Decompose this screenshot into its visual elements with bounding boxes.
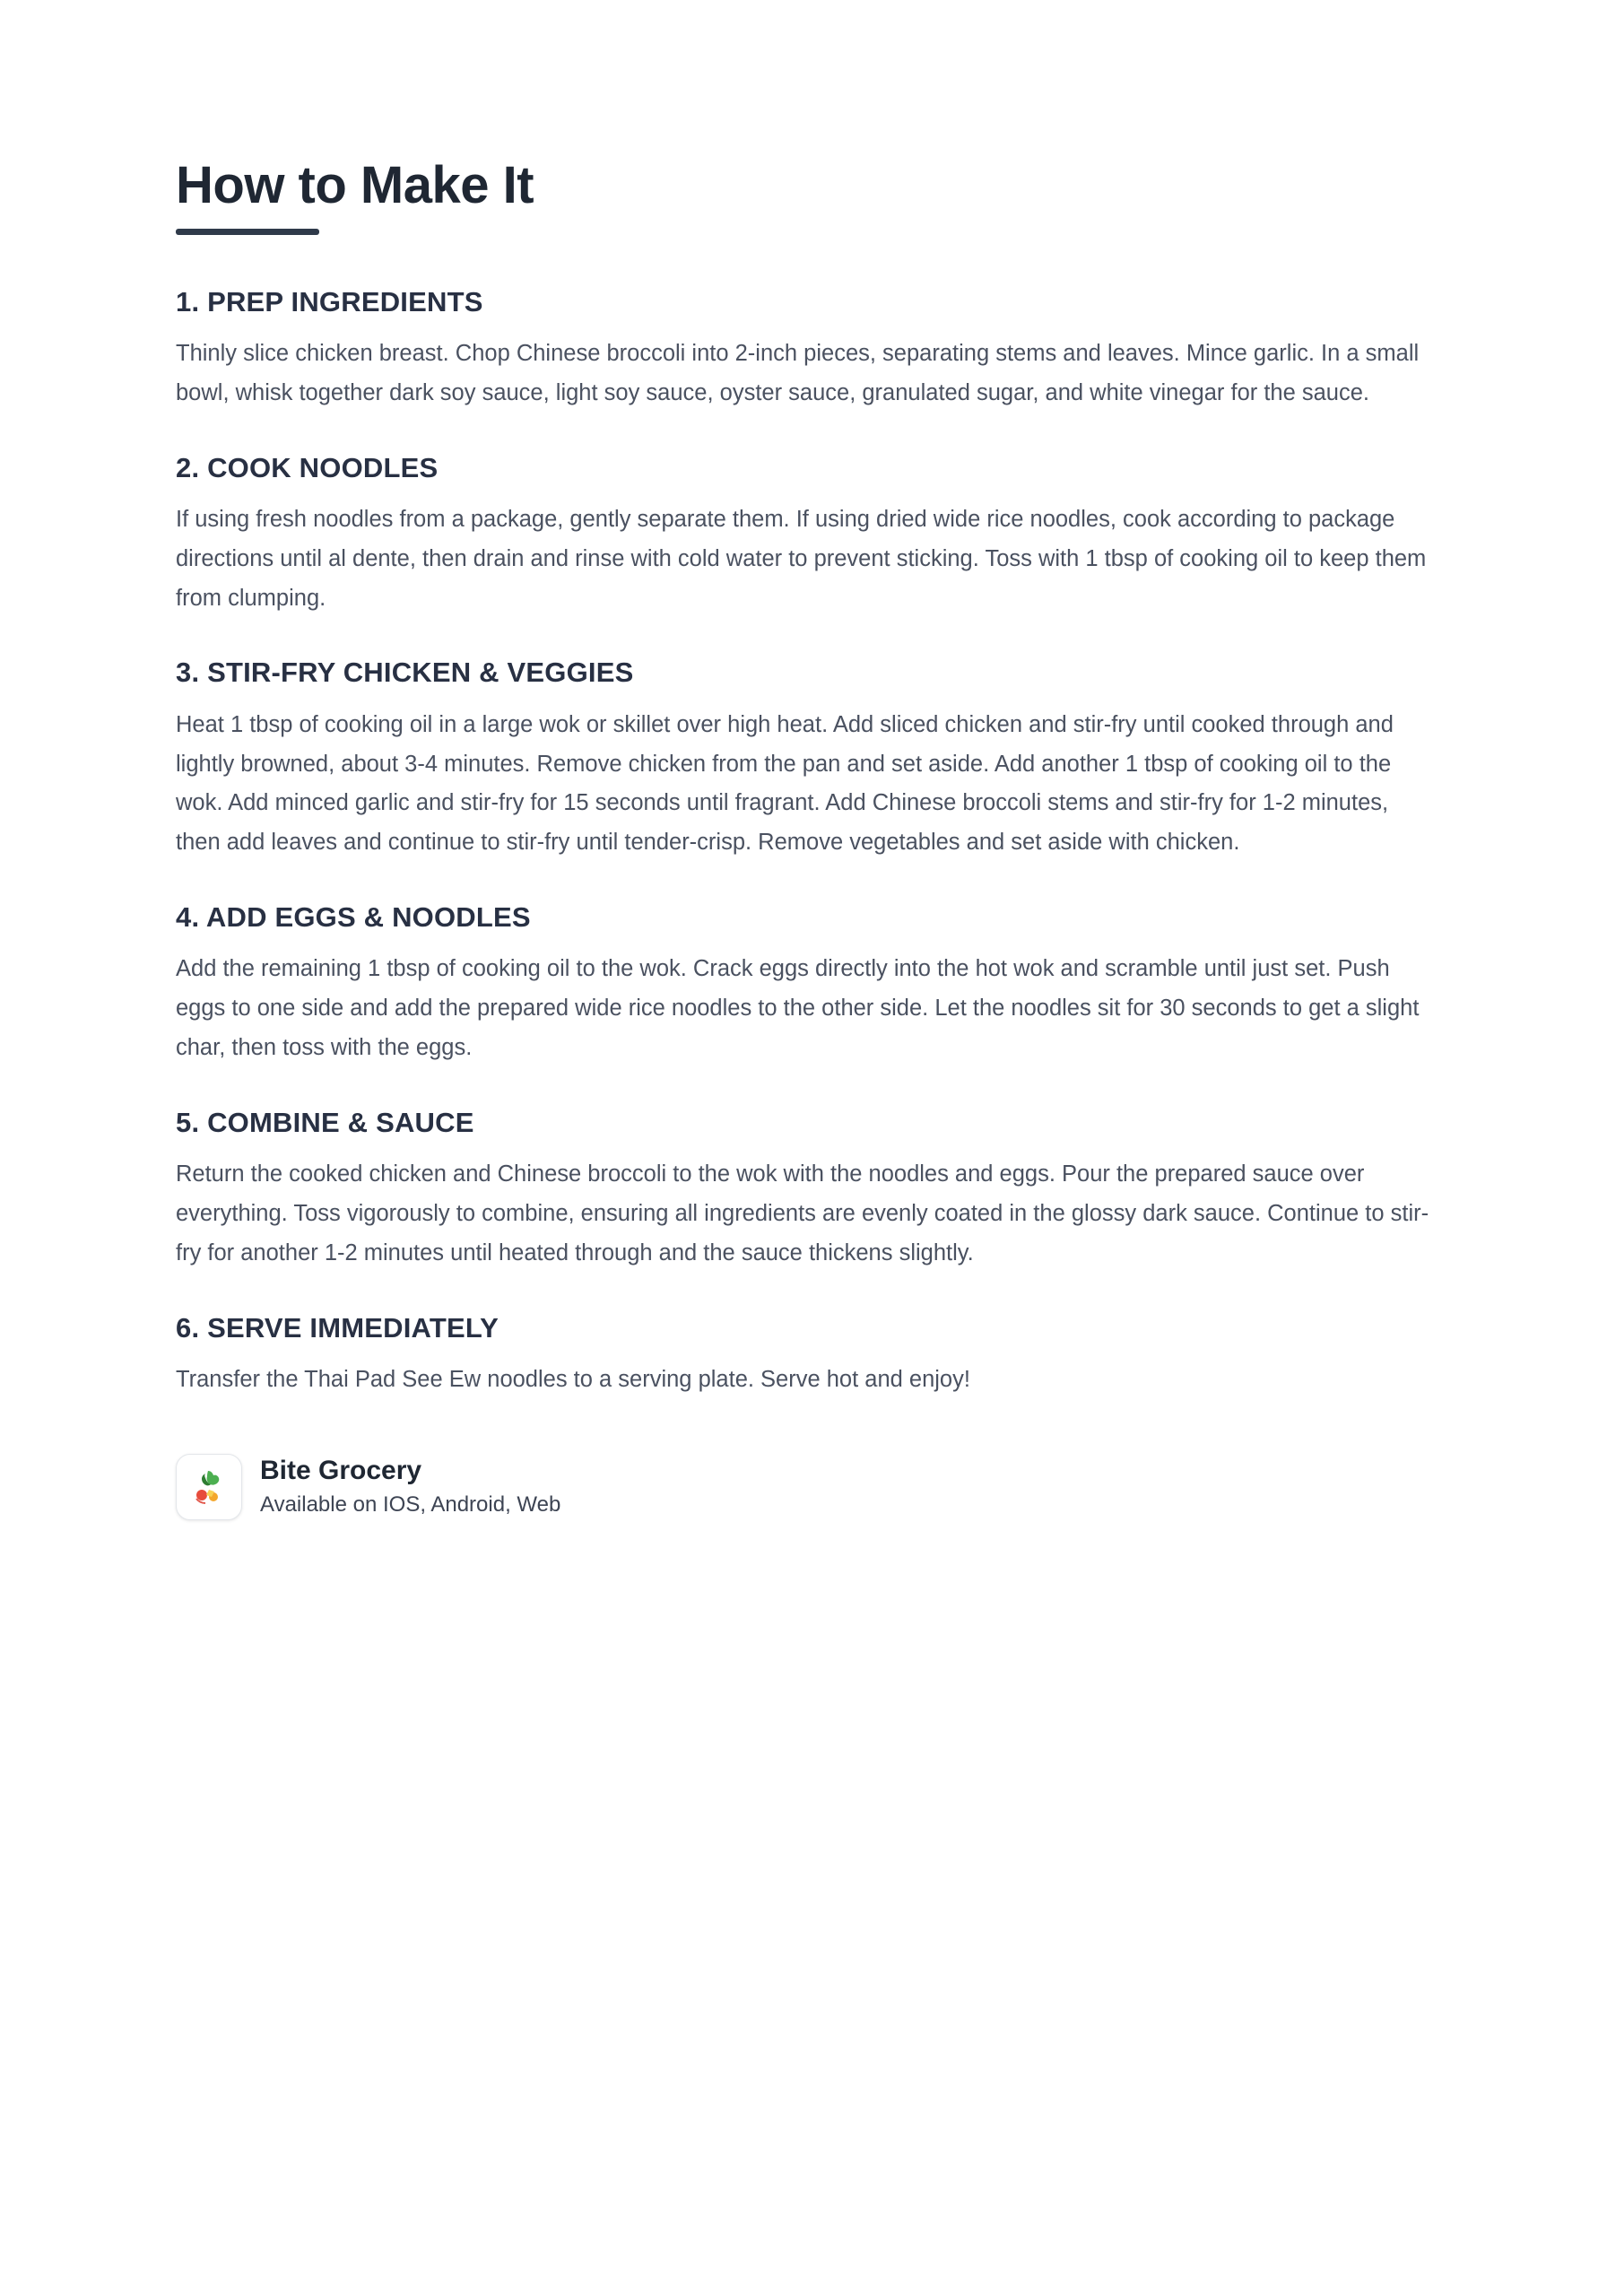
app-footer: [176, 1454, 1431, 1520]
step-body: Return the cooked chicken and Chinese broccoli to the wok with the noodles and eggs. Pour the prepared sauce over everything. Toss vigorously to combine, ensuring all ingredients are evenly coated in the glossy dark sauce. Continue to stir-fry for another 1-2 minutes until heated through and the sauce thickens slightly.: [176, 1161, 1429, 1265]
step-heading: 2. COOK NOODLES: [176, 451, 439, 483]
step-body: Heat 1 tbsp of cooking oil in a large wok or skillet over high heat. Add sliced chicken and stir-fry until cooked through and lightly browned, about 3-4 minutes. Remove chicken from the pan and set aside. Add another 1 tbsp of cooking oil to the wok. Add minced garlic and stir-fry for 15 seconds until fragrant. Add Chinese broccoli stems and stir-fry for 1-2 minutes, then add leaves and continue to stir-fry until tender-crisp. Remove vegetables and set aside with chicken.: [176, 711, 1394, 856]
recipe-step: [176, 656, 1431, 863]
recipe-step: [176, 1311, 1431, 1400]
title-underline-divider: [176, 229, 319, 235]
step-body: Thinly slice chicken breast. Chop Chinese broccoli into 2-inch pieces, separating stems and leaves. Mince garlic. In a small bowl, whisk together dark soy sauce, light soy sauce, oyster sauce, granulated sugar, and white vinegar for the sauce.: [176, 340, 1420, 405]
step-heading: 1. PREP INGREDIENTS: [176, 285, 483, 317]
app-availability: Available on IOS, Android, Web: [260, 1492, 561, 1518]
recipe-step: [176, 1106, 1431, 1274]
step-body: If using fresh noodles from a package, gently separate them. If using dried wide rice noodles, cook according to package directions until al dente, then drain and rinse with cold water to prevent sticking. Toss with 1 tbsp of cooking oil to keep them from clumping.: [176, 506, 1427, 611]
step-heading: 6. SERVE IMMEDIATELY: [176, 1311, 499, 1344]
recipe-step: [176, 900, 1431, 1068]
recipe-step: [176, 451, 1431, 619]
step-body: Transfer the Thai Pad See Ew noodles to a serving plate. Serve hot and enjoy!: [176, 1366, 970, 1392]
recipe-step: [176, 285, 1431, 413]
page-title: How to Make It: [176, 156, 534, 214]
app-name: Bite Grocery: [260, 1456, 422, 1486]
step-heading: 3. STIR-FRY CHICKEN & VEGGIES: [176, 657, 634, 689]
grocery-basket-icon: [184, 1462, 234, 1512]
app-footer-text: [260, 1455, 560, 1518]
step-heading: 4. ADD EGGS & NOODLES: [176, 901, 531, 934]
step-heading: 5. COMBINE & SAUCE: [176, 1106, 474, 1138]
app-icon-badge: [176, 1454, 242, 1520]
step-body: Add the remaining 1 tbsp of cooking oil to the wok. Crack eggs directly into the hot wok and scramble until just set. Push eggs to one side and add the prepared wide rice noodles to the other side. Let the noodles sit for 30 seconds to get a slight char, then toss with the eggs.: [176, 956, 1420, 1060]
